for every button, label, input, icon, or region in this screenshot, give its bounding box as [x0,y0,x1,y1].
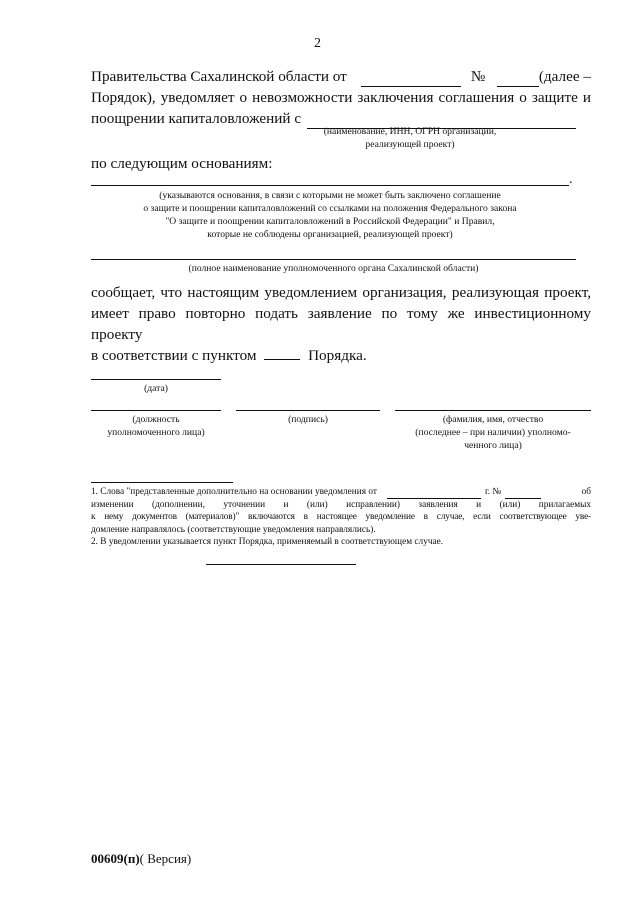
notice-line-1: сообщает, что настоящим уведомлением организация, реализующая проект, [91,284,591,301]
authority-line [91,259,576,260]
footnotes [91,486,591,549]
organization-note [300,125,520,151]
notice-text-a: в соответствии с пунктом [91,347,257,364]
organization-note-line: реализующей проект) [365,139,455,150]
grounds-note-line: о защите и поощрении капиталовложений со ссылками на положения Федерального закона [143,203,517,214]
name-line [395,410,591,411]
date-caption: (дата) [144,383,168,394]
intro-text-b: (далее – [538,68,591,85]
signature-caption: (подпись) [288,414,328,425]
footnote-number-blank [505,488,541,499]
notice-line-3 [91,345,591,366]
footnote-1-line-2: изменении (дополнении, уточнении и (или) исправлении) заявления и (или) прилагаемых [91,499,591,510]
date-line [91,379,221,380]
intro-line-2: Порядок), уведомляет о невозможности заключения соглашения о защите и [91,89,591,106]
position-caption-line: (должность [132,414,180,425]
grounds-note-line: которые не соблюдены организацией, реализующей проект) [207,229,453,240]
page-number: 2 [314,36,321,51]
document-version: ( Версия) [139,851,192,866]
footnote-1-line-3: к нему документов (материалов)" включаются в настоящее уведомление в случае, если соответствующее уве- [91,512,591,522]
notice-paragraph [91,282,591,366]
intro-text-c: поощрении капиталовложений с [91,110,302,127]
footnote-1-line-1 [91,486,591,499]
footnote-separator [91,482,233,483]
footnote-1-ob: об [581,487,591,497]
name-caption [395,413,591,452]
notice-text-b: Порядка. [308,347,367,364]
grounds-line [91,185,569,186]
intro-text-a: Правительства Сахалинской области от [91,68,347,85]
intro-line-1 [91,66,591,87]
footnote-1-text: 1. Слова "представленные дополнительно на основании уведомления от [91,487,377,497]
footnote-2: 2. В уведомлении указывается пункт Порядка, применяемый в соответствующем случае. [91,537,444,547]
document-footer [91,851,191,867]
grounds-note-line: (указываются основания, в связи с которыми не может быть заключено соглашение [159,190,501,201]
notice-line-2: имеет право повторно подать заявление по тому же инвестиционному проекту [91,305,591,343]
signature-line [236,410,380,411]
footnote-number-label: г. № [484,487,502,497]
number-sign: № [470,68,486,85]
grounds-period: . [569,172,573,187]
name-caption-line: (фамилия, имя, отчество [442,414,544,425]
number-blank [497,72,539,87]
grounds-label: по следующим основаниям: [91,155,273,172]
document-code: 00609(п) [91,851,140,866]
footnote-date-blank [387,488,481,499]
grounds-note-line: "О защите и поощрении капиталовложений в Российской Федерации" и Правил, [165,216,495,227]
grounds-note [91,189,569,241]
organization-note-line: (наименование, ИНН, ОГРН организации, [323,126,497,137]
footnote-1-line-4: домление направлялось (соответствующие уведомления направлялись). [91,524,376,535]
name-caption-line: ченного лица) [464,440,522,451]
position-caption-line: уполномоченного лица) [107,427,205,438]
name-caption-line: (последнее – при наличии) уполномо- [415,427,571,438]
intro-paragraph [91,66,591,129]
date-blank [361,72,461,87]
closing-line [206,564,356,565]
clause-blank [264,345,300,360]
authority-note: (полное наименование уполномоченного органа Сахалинской области) [188,263,479,274]
position-line [91,410,221,411]
position-caption [91,413,221,439]
